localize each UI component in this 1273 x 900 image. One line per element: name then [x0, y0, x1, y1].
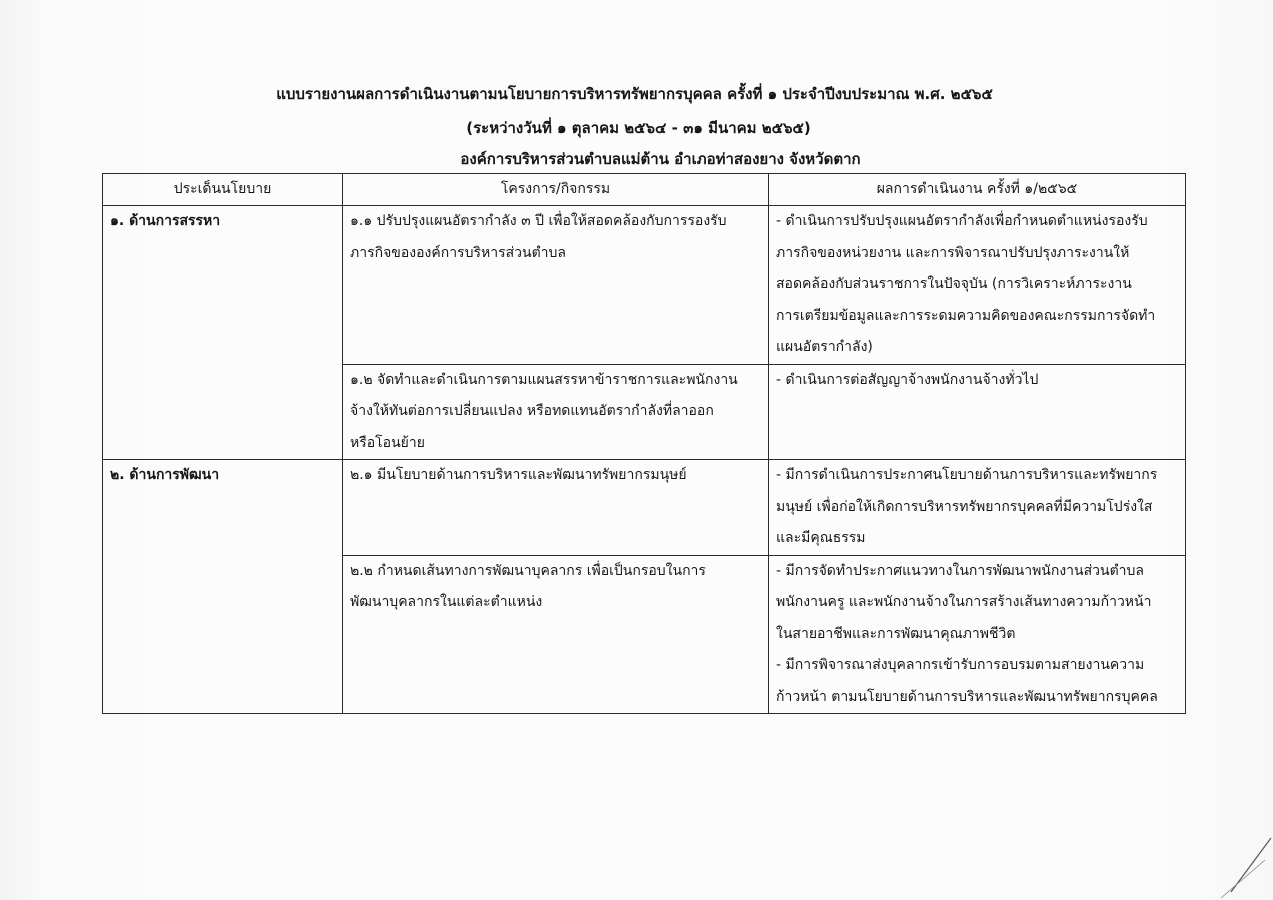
text-line: ๑.๑ ปรับปรุงแผนอัตรากำลัง ๓ ปี เพื่อให้สอดคล้องกับการรองรับ: [350, 213, 727, 229]
header-policy-issue: ประเด็นนโยบาย: [103, 174, 343, 206]
project-cell: [343, 460, 769, 556]
project-cell: [343, 555, 769, 714]
text-line: - มีการดำเนินการประกาศนโยบายด้านการบริหารและทรัพยากร: [776, 467, 1158, 483]
result-cell: [769, 555, 1186, 714]
organization-name: องค์การบริหารส่วนตำบลแม่ต้าน อำเภอท่าสองยาง จังหวัดตาก: [460, 150, 861, 168]
text-line: - ดำเนินการต่อสัญญาจ้างพนักงานจ้างทั่วไป: [776, 371, 1039, 388]
report-title: แบบรายงานผลการดำเนินงานตามนโยบายการบริหารทรัพยากรบุคคล ครั้งที่ ๑ ประจำปีงบประมาณ พ.ศ. ๒๕๖๕: [276, 85, 993, 103]
text-line: ๒.๒ กำหนดเส้นทางการพัฒนาบุคลากร เพื่อเป็นกรอบในการ: [350, 562, 706, 579]
text-line: หรือโอนย้าย: [350, 434, 425, 451]
project-cell: [343, 364, 769, 460]
result-cell: [769, 206, 1186, 365]
result-cell: [769, 460, 1186, 556]
text-line: จ้างให้ทันต่อการเปลี่ยนแปลง หรือทดแทนอัตรากำลังที่ลาออก: [350, 403, 714, 419]
text-line: มนุษย์ เพื่อก่อให้เกิดการบริหารทรัพยากรบุคคลที่มีความโปร่งใส: [776, 498, 1153, 515]
table-header-row: [103, 174, 1186, 206]
table-row: [103, 206, 1186, 365]
text-line: ภารกิจขององค์การบริหารส่วนตำบล: [350, 244, 566, 261]
text-line: ๑.๒ จัดทำและดำเนินการตามแผนสรรหาข้าราชการและพนักงาน: [350, 371, 738, 388]
project-cell: [343, 206, 769, 365]
text-line: ภารกิจของหน่วยงาน และการพิจารณาปรับปรุงภาระงานให้: [776, 244, 1130, 261]
report-period: (ระหว่างวันที่ ๑ ตุลาคม ๒๕๖๔ - ๓๑ มีนาคม ๒๕๖๕): [466, 119, 811, 137]
text-line: ก้าวหน้า ตามนโยบายด้านการบริหารและพัฒนาทรัพยากรบุคคล: [776, 688, 1158, 705]
result-cell: [769, 364, 1186, 460]
header-result: ผลการดำเนินงาน ครั้งที่ ๑/๒๕๖๕: [769, 174, 1186, 206]
page-corner-fold: [1213, 830, 1273, 900]
header-project-activity: โครงการ/กิจกรรม: [343, 174, 769, 206]
policy-issue-recruitment: ๑. ด้านการสรรหา: [103, 206, 343, 460]
text-line: - มีการพิจารณาส่งบุคลากรเข้ารับการอบรมตามสายงานความ: [776, 657, 1145, 673]
text-line: ในสายอาชีพและการพัฒนาคุณภาพชีวิต: [776, 625, 1016, 642]
text-line: - ดำเนินการปรับปรุงแผนอัตรากำลังเพื่อกำหนดตำแหน่งรองรับ: [776, 213, 1148, 229]
report-table: [102, 173, 1186, 714]
text-line: แผนอัตรากำลัง): [776, 339, 873, 355]
text-line: ๒.๑ มีนโยบายด้านการบริหารและพัฒนาทรัพยากรมนุษย์: [350, 467, 687, 483]
policy-issue-development: ๒. ด้านการพัฒนา: [103, 460, 343, 714]
text-line: - มีการจัดทำประกาศแนวทางในการพัฒนาพนักงานส่วนตำบล: [776, 562, 1145, 579]
text-line: พนักงานครู และพนักงานจ้างในการสร้างเส้นทางความก้าวหน้า: [776, 594, 1152, 610]
text-line: สอดคล้องกับส่วนราชการในปัจจุบัน (การวิเคราะห์ภาระงาน: [776, 276, 1132, 292]
text-line: และมีคุณธรรม: [776, 530, 866, 546]
table-row: [103, 460, 1186, 556]
text-line: การเตรียมข้อมูลและการระดมความคิดของคณะกรรมการจัดทำ: [776, 307, 1156, 324]
text-line: พัฒนาบุคลากรในแต่ละตำแหน่ง: [350, 594, 543, 610]
